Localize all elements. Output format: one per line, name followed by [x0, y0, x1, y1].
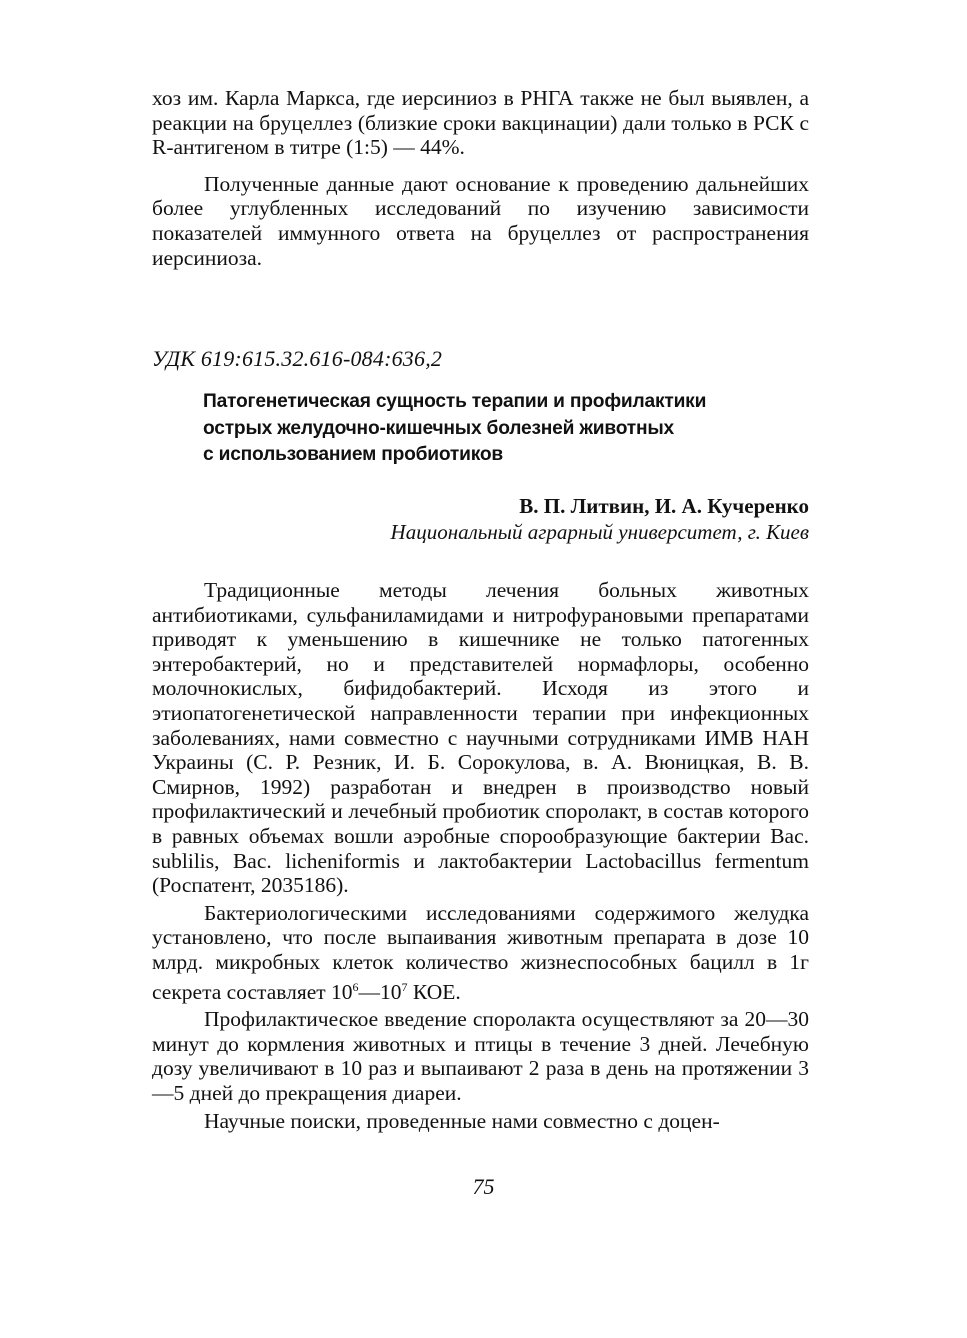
body-paragraph-4: Научные поиски, проведенные нами совместно с доцен-: [204, 1108, 720, 1133]
previous-article-ending: [152, 86, 809, 270]
body-paragraph-2: [152, 901, 809, 1005]
exponent-6: 6: [352, 979, 359, 994]
exponent-7: 7: [401, 979, 408, 994]
article-title: [203, 389, 803, 469]
body-paragraph-1: Традиционные методы лечения больных животных антибиотиками, сульфаниламидами и нитрофурановыми препаратами приводят к уменьшению в кишечнике не только патогенных энтеробактерий, но и представителей нормафлоры, особенно молочнокислых, бифидобактерий. Исходя из этого и этиопатогенетической направленности терапии при инфекционных заболеваниях, нами совместно с научными сотрудниками ИМВ НАН Украины (С. Р. Резник, И. Б. Сорокулова, в. А. Вюницкая, В. В. Смирнов, 1992) разработан и внедрен в производство новый профилактический и лечебный пробиотик споролакт, в состав которого в равных объемах вошли аэробные спорообразующие бактерии Bac. sublilis, Bac. licheniformis и лактобактерии Lactobacillus fermentum (Роспатент, 2035186).: [152, 578, 809, 898]
article-body: [152, 578, 809, 1133]
unit-koe: КОЕ.: [407, 979, 461, 1004]
page-number: 75: [472, 1174, 495, 1199]
paragraph-continued: хоз им. Карла Маркса, где иерсиниоз в РНГА также не был выявлен, а реакции на бруцеллез (близкие сроки вакцинации) дали только в РСК с R-антигеном в титре (1:5) — 44%.: [152, 86, 809, 160]
article-title-line: Патогенетическая сущность терапии и профилактики: [203, 391, 707, 412]
range-dash: —10: [358, 979, 402, 1004]
article-title-line: с использованием пробиотиков: [203, 444, 503, 465]
body-paragraph-2-text: Бактериологическими исследованиями содержимого желудка установлено, что после выпаивания животным препарата в дозе 10 млрд. микробных клеток количество жизнеспособных бацилл в 1г секрета составляет 10: [152, 900, 809, 1004]
article-title-line: острых желудочно-кишечных болезней животных: [203, 417, 675, 439]
paragraph-conclusion: Полученные данные дают основание к проведению дальнейших более углубленных исследований по изучению зависимости показателей иммунного ответа на бруцеллез от распространения иерсиниоза.: [152, 171, 809, 270]
author-affiliation: Национальный аграрный университет, г. Киев: [390, 520, 809, 544]
body-paragraph-3: Профилактическое введение споролакта осуществляют за 20—30 минут до кормления животных и птицы в течение 3 дней. Лечебную дозу увеличивают в 10 раз и выпаивают 2 раза в день на протяжении 3—5 дней до прекращения диареи.: [152, 1007, 809, 1106]
article-authors: В. П. Литвин, И. А. Кучеренко: [519, 494, 809, 518]
udc-code: УДК 619:615.32.616-084:636,2: [152, 346, 443, 371]
